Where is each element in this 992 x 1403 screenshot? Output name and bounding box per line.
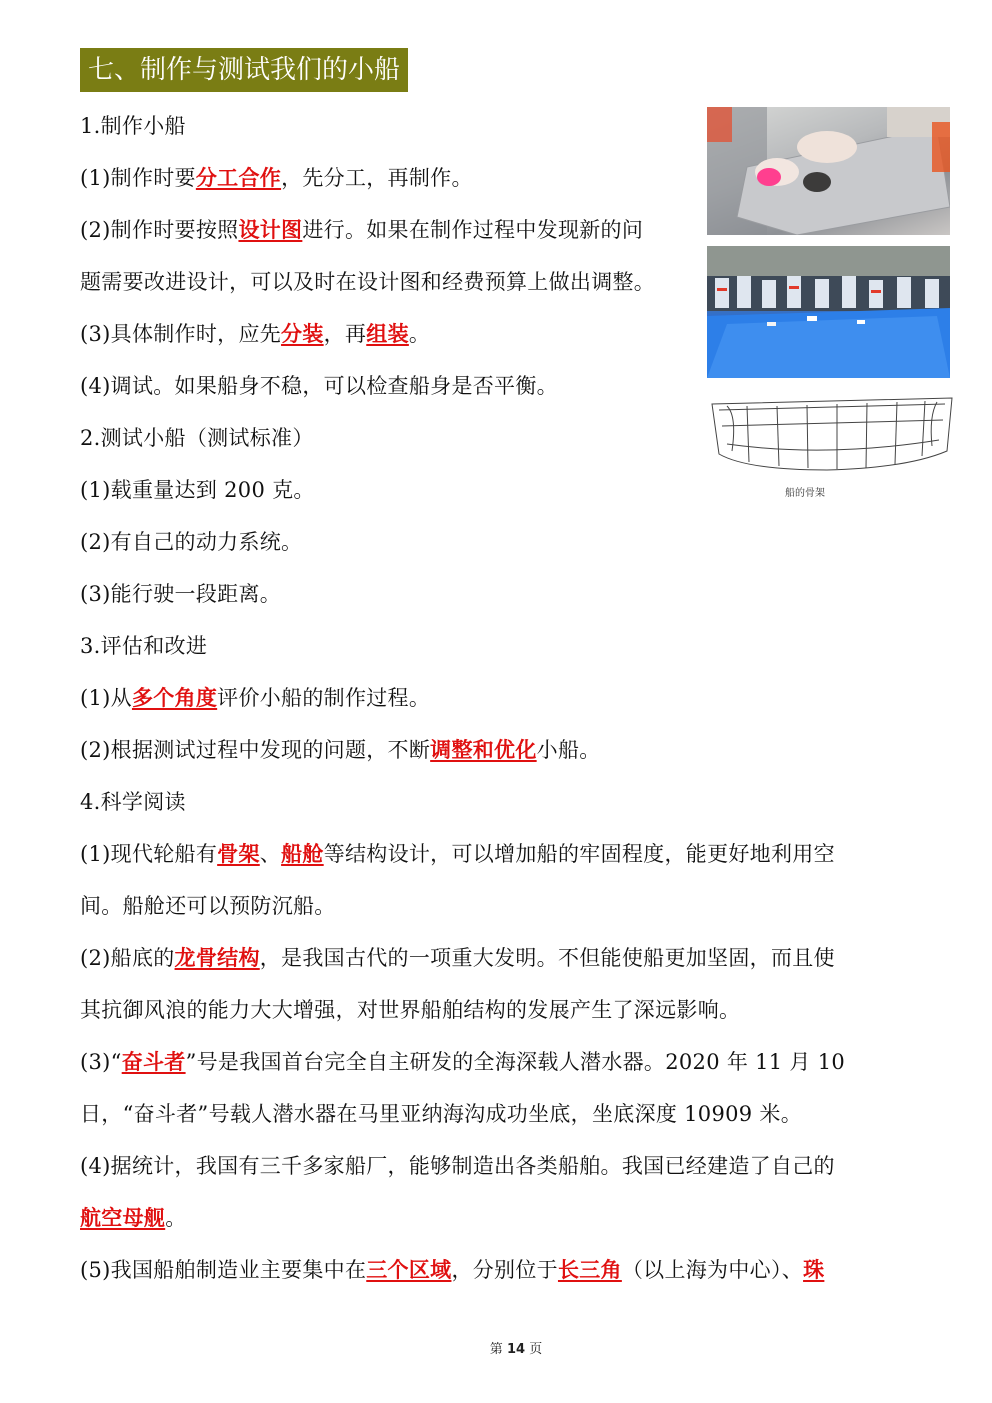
section-3-title: 3.评估和改进 [80,634,208,658]
text: (5)我国船舶制造业主要集中在 [80,1258,367,1282]
key-term: 组装 [366,321,409,346]
figure-caption: 船的骨架 [785,488,825,499]
text: 、 [259,842,282,866]
text: ，分别位于 [451,1258,558,1282]
ship-frame-drawing [707,396,957,476]
paragraph-4-1 [80,839,835,869]
footer-suffix: 页 [529,1342,543,1357]
text: (3)“ [80,1050,122,1074]
key-term: 骨架 [217,841,260,866]
text: ，先分工，再制作。 [281,166,473,190]
key-term: 分工合作 [195,165,282,190]
text: (2)船底的 [80,946,175,970]
text: ”号是我国首台完全自主研发的全海深载人潜水器。2020 年 11 月 10 [185,1050,846,1074]
key-term: 航空母舰 [80,1205,166,1230]
paragraph-2-2: (2)有自己的动力系统。 [80,530,303,554]
section-2-title: 2.测试小船（测试标准） [80,426,314,450]
paragraph-1-1 [80,163,473,193]
key-term: 珠 [803,1257,825,1282]
text: (1)现代轮船有 [80,842,218,866]
page-footer [0,1338,992,1357]
text: (1)制作时要 [80,166,196,190]
key-term: 三个区域 [366,1257,452,1282]
paragraph-1-3 [80,319,430,349]
section-4-title: 4.科学阅读 [80,790,186,814]
paragraph-4-2-continued: 其抗御风浪的能力大大增强，对世界船舶结构的发展产生了深远影响。 [80,998,741,1022]
paragraph-4-2 [80,943,835,973]
paragraph-4-5 [80,1255,824,1285]
key-term: 多个角度 [131,685,218,710]
paragraph-4-4: (4)据统计，我国有三千多家船厂，能够制造出各类船舶。我国已经建造了自己的 [80,1154,835,1178]
text: ，再 [323,322,367,346]
paragraph-4-4-continued [80,1203,187,1233]
text: 进行。如果在制作过程中发现新的问 [302,218,644,242]
key-term: 奋斗者 [121,1049,186,1074]
key-term: 船舱 [281,841,324,866]
text: ，是我国古代的一项重大发明。不但能使船更加坚固，而且使 [259,946,835,970]
text: (2)根据测试过程中发现的问题，不断 [80,738,431,762]
pool-test-illustration [707,246,950,378]
text: (3)具体制作时，应先 [80,322,282,346]
key-term: 调整和优化 [430,737,537,762]
paragraph-4-3 [80,1047,845,1077]
footer-prefix: 第 [489,1342,503,1357]
key-term: 分装 [281,321,324,346]
text: 评价小船的制作过程。 [217,686,431,710]
boat-making-illustration [707,107,950,235]
text: 。 [408,322,431,346]
section-1-title: 1.制作小船 [80,114,186,138]
text: （以上海为中心）、 [621,1258,804,1282]
page-number: 14 [506,1342,526,1357]
paragraph-3-2 [80,735,601,765]
text: (2)制作时要按照 [80,218,239,242]
text: 等结构设计，可以增加船的牢固程度，能更好地利用空 [323,842,835,866]
paragraph-3-1 [80,683,430,713]
text: 小船。 [536,738,601,762]
paragraph-4-1-continued: 间。船舱还可以预防沉船。 [80,894,336,918]
boat-making-photo [707,107,950,235]
ship-skeleton-diagram [707,396,957,501]
boat-test-pool-photo [707,246,950,378]
key-term: 龙骨结构 [174,945,260,970]
paragraph-2-1: (1)载重量达到 200 克。 [80,478,315,502]
section-heading: 七、制作与测试我们的小船 [80,48,408,92]
paragraph-1-2 [80,215,643,245]
key-term: 设计图 [238,217,303,242]
text: 。 [165,1206,187,1230]
text: (1)从 [80,686,132,710]
paragraph-1-4: (4)调试。如果船身不稳，可以检查船身是否平衡。 [80,374,558,398]
key-term: 长三角 [557,1257,622,1282]
paragraph-4-3-continued: 日，“奋斗者”号载人潜水器在马里亚纳海沟成功坐底，坐底深度 10909 米。 [80,1102,803,1126]
paragraph-2-3: (3)能行驶一段距离。 [80,582,282,606]
paragraph-1-2-continued: 题需要改进设计，可以及时在设计图和经费预算上做出调整。 [80,270,656,294]
